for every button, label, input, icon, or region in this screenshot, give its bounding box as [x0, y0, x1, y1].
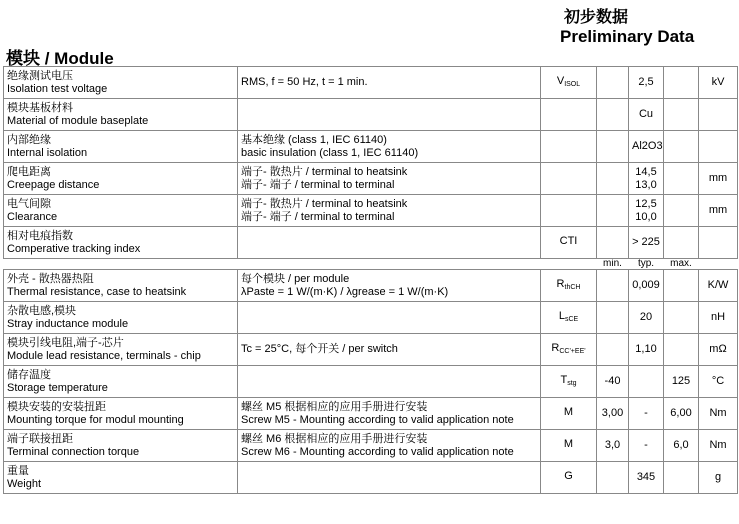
preliminary-data-label	[560, 8, 694, 46]
unit-cell	[699, 430, 738, 462]
parameter-cell	[4, 67, 238, 99]
min-cell	[597, 163, 629, 195]
typ-value: 20	[639, 311, 653, 324]
condition-cell	[238, 99, 541, 131]
parameter-name-zh: 杂散电感,模块	[7, 305, 77, 317]
parameter-name-zh: 爬电距离	[7, 166, 51, 178]
min-cell	[597, 131, 629, 163]
max-cell	[664, 462, 699, 494]
min-cell	[597, 195, 629, 227]
min-cell	[597, 334, 629, 366]
symbol-cell	[541, 334, 597, 366]
column-header-label: min.	[603, 258, 622, 269]
max-cell	[664, 398, 699, 430]
max-cell	[664, 195, 699, 227]
min-value: 3,0	[604, 439, 621, 452]
parameter-name-en: Isolation test voltage	[7, 82, 108, 95]
condition-line: 基本绝缘 (class 1, IEC 61140)	[241, 134, 387, 146]
unit-value: nH	[710, 311, 726, 324]
parameter-name-zh: 绝缘测试电压	[7, 70, 73, 82]
typ-cell	[629, 430, 664, 462]
condition-line: basic insulation (class 1, IEC 61140)	[241, 146, 419, 159]
parameter-name-zh: 模块安装的安装扭距	[7, 401, 106, 413]
symbol-cell	[541, 398, 597, 430]
parameter-cell	[4, 163, 238, 195]
unit-value: mΩ	[709, 343, 727, 356]
max-value: 6,00	[670, 407, 692, 420]
column-header-typ	[629, 259, 664, 270]
parameter-name-zh: 端子联接扭距	[7, 433, 73, 445]
parameter-name-zh: 相对电痕指数	[7, 230, 73, 242]
column-header-row	[4, 259, 738, 270]
max-cell	[664, 131, 699, 163]
symbol-cell	[541, 366, 597, 398]
parameter-name-en: Material of module baseplate	[7, 114, 149, 127]
unit-value: g	[714, 471, 722, 484]
parameter-cell	[4, 366, 238, 398]
symbol-main: R	[556, 278, 565, 291]
column-header-max	[664, 259, 699, 270]
parameter-name-zh: 模块引线电阻,端子-芯片	[7, 337, 124, 349]
parameter-name-zh: 储存温度	[7, 369, 51, 381]
parameter-cell	[4, 131, 238, 163]
unit-cell	[699, 398, 738, 430]
symbol-main: R	[551, 342, 560, 355]
min-cell	[597, 99, 629, 131]
typ-value: -	[644, 407, 648, 420]
max-value: 125	[671, 375, 691, 388]
symbol-main: T	[560, 374, 568, 387]
min-cell	[597, 366, 629, 398]
table-row	[4, 163, 738, 195]
unit-cell	[699, 302, 738, 334]
symbol-cell	[541, 227, 597, 259]
parameter-name-zh: 模块基板材料	[7, 102, 73, 114]
condition-cell	[238, 302, 541, 334]
condition-line: RMS, f = 50 Hz, t = 1 min.	[241, 76, 368, 89]
typ-cell	[629, 99, 664, 131]
symbol-main: V	[556, 75, 565, 88]
symbol-subscript: ISOL	[564, 81, 581, 89]
parameter-name-en: Storage temperature	[7, 381, 108, 394]
max-cell	[664, 366, 699, 398]
min-cell	[597, 430, 629, 462]
unit-cell	[699, 67, 738, 99]
unit-value: Nm	[709, 407, 727, 420]
table-row	[4, 334, 738, 366]
unit-value: Nm	[709, 439, 727, 452]
unit-cell	[699, 462, 738, 494]
typ-cell	[629, 366, 664, 398]
parameter-name-zh: 外壳 - 散热器热阻	[7, 273, 94, 285]
table-row	[4, 430, 738, 462]
typ-cell	[629, 131, 664, 163]
parameter-cell	[4, 99, 238, 131]
symbol-cell	[541, 195, 597, 227]
typ-value: 0,009	[632, 279, 660, 292]
parameter-name-en: Creepage distance	[7, 178, 100, 191]
condition-cell	[238, 462, 541, 494]
section-title: 模块 / Module	[6, 49, 114, 68]
typ-value: > 225	[632, 236, 660, 249]
parameter-name-en: Internal isolation	[7, 146, 88, 159]
unit-value: mm	[708, 172, 728, 185]
typ-value: 1,10	[635, 343, 657, 356]
table-row	[4, 195, 738, 227]
typ-value-2: 10,0	[635, 210, 657, 223]
parameter-name-en: Terminal connection torque	[7, 445, 140, 458]
spacer	[238, 259, 541, 270]
parameter-name-en: Mounting torque for modul mounting	[7, 413, 184, 426]
symbol-cell	[541, 67, 597, 99]
max-cell	[664, 270, 699, 302]
condition-cell	[238, 270, 541, 302]
unit-cell	[699, 131, 738, 163]
symbol-subscript: sCE	[564, 316, 579, 324]
max-cell	[664, 67, 699, 99]
max-value: 6,0	[673, 439, 689, 452]
typ-cell	[629, 334, 664, 366]
parameter-name-en: Module lead resistance, terminals - chip	[7, 349, 201, 362]
condition-line: λPaste = 1 W/(m·K) / λgrease = 1 W/(m·K)	[241, 285, 449, 298]
parameter-cell	[4, 462, 238, 494]
condition-cell	[238, 163, 541, 195]
table-row	[4, 270, 738, 302]
parameter-cell	[4, 195, 238, 227]
symbol-subscript: CC'+EE'	[559, 348, 586, 356]
typ-value: 12,5	[635, 198, 657, 210]
condition-cell	[238, 430, 541, 462]
max-cell	[664, 430, 699, 462]
spacer	[4, 259, 238, 270]
parameter-cell	[4, 430, 238, 462]
typ-cell	[629, 227, 664, 259]
symbol-subscript: thCH	[564, 284, 581, 292]
min-cell	[597, 270, 629, 302]
parameter-name-en: Clearance	[7, 210, 58, 223]
typ-value: Cu	[638, 108, 654, 121]
typ-value: 345	[636, 471, 656, 484]
module-spec-table	[3, 66, 738, 494]
parameter-name-en: Weight	[7, 477, 42, 490]
condition-line: 螺丝 M6 根据相应的应用手册进行安装	[241, 433, 428, 445]
condition-line: 端子- 散热片 / terminal to heatsink	[241, 198, 408, 210]
unit-value: kV	[711, 76, 725, 89]
column-header-label: max.	[670, 258, 692, 269]
symbol-cell	[541, 163, 597, 195]
condition-cell	[238, 334, 541, 366]
preliminary-en: Preliminary Data	[560, 27, 695, 46]
parameter-name-zh: 电气间隙	[7, 198, 51, 210]
condition-line: Tc = 25°C, 每个开关 / per switch	[241, 343, 398, 356]
unit-cell	[699, 99, 738, 131]
symbol-main: CTI	[559, 235, 578, 248]
table-row	[4, 99, 738, 131]
condition-line: 端子- 端子 / terminal to terminal	[241, 178, 395, 191]
symbol-cell	[541, 131, 597, 163]
min-cell	[597, 302, 629, 334]
min-cell	[597, 462, 629, 494]
unit-value: °C	[711, 375, 725, 388]
unit-cell	[699, 334, 738, 366]
table-row	[4, 302, 738, 334]
condition-cell	[238, 131, 541, 163]
condition-cell	[238, 67, 541, 99]
typ-cell	[629, 302, 664, 334]
max-cell	[664, 163, 699, 195]
max-cell	[664, 99, 699, 131]
parameter-name-en: Comperative tracking index	[7, 242, 141, 255]
min-cell	[597, 227, 629, 259]
unit-cell	[699, 195, 738, 227]
symbol-subscript: stg	[567, 380, 577, 388]
symbol-main: M	[563, 438, 574, 451]
condition-line: 螺丝 M5 根据相应的应用手册进行安装	[241, 401, 428, 413]
column-header-label: typ.	[637, 258, 655, 269]
unit-cell	[699, 366, 738, 398]
unit-value: K/W	[707, 279, 729, 292]
typ-value: 2,5	[638, 76, 654, 89]
unit-cell	[699, 227, 738, 259]
typ-cell	[629, 163, 664, 195]
table-row	[4, 227, 738, 259]
unit-value: mm	[708, 204, 728, 217]
min-cell	[597, 67, 629, 99]
condition-line: Screw M6 - Mounting according to valid application note	[241, 445, 514, 458]
spacer	[541, 259, 597, 270]
typ-cell	[629, 270, 664, 302]
unit-cell	[699, 163, 738, 195]
parameter-cell	[4, 227, 238, 259]
symbol-main: G	[564, 470, 573, 483]
typ-cell	[629, 462, 664, 494]
min-value: -40	[604, 375, 621, 388]
table-row	[4, 67, 738, 99]
condition-cell	[238, 195, 541, 227]
parameter-name-zh: 内部绝缘	[7, 134, 51, 146]
condition-cell	[238, 227, 541, 259]
max-cell	[664, 334, 699, 366]
typ-cell	[629, 67, 664, 99]
parameter-name-en: Thermal resistance, case to heatsink	[7, 285, 187, 298]
min-value: 3,00	[601, 407, 624, 420]
table-row	[4, 366, 738, 398]
typ-cell	[629, 195, 664, 227]
symbol-cell	[541, 270, 597, 302]
table-row	[4, 462, 738, 494]
parameter-cell	[4, 302, 238, 334]
condition-cell	[238, 398, 541, 430]
min-cell	[597, 398, 629, 430]
unit-cell	[699, 270, 738, 302]
typ-cell	[629, 398, 664, 430]
typ-value: Al2O3	[632, 140, 663, 153]
condition-line: 端子- 散热片 / terminal to heatsink	[241, 166, 408, 178]
symbol-cell	[541, 430, 597, 462]
max-cell	[664, 227, 699, 259]
parameter-cell	[4, 398, 238, 430]
parameter-cell	[4, 334, 238, 366]
typ-value: -	[644, 439, 648, 452]
table-row	[4, 131, 738, 163]
parameter-cell	[4, 270, 238, 302]
condition-cell	[238, 366, 541, 398]
column-header-min	[597, 259, 629, 270]
parameter-name-zh: 重量	[7, 465, 29, 477]
preliminary-zh: 初步数据	[564, 9, 629, 26]
symbol-cell	[541, 462, 597, 494]
condition-line: 每个模块 / per module	[241, 273, 350, 285]
table-row	[4, 398, 738, 430]
symbol-cell	[541, 99, 597, 131]
symbol-main: L	[558, 310, 565, 323]
typ-value-2: 13,0	[635, 178, 657, 191]
condition-line: Screw M5 - Mounting according to valid application note	[241, 413, 514, 426]
symbol-main: M	[563, 406, 574, 419]
max-cell	[664, 302, 699, 334]
condition-line: 端子- 端子 / terminal to terminal	[241, 210, 395, 223]
spacer	[699, 259, 738, 270]
symbol-cell	[541, 302, 597, 334]
parameter-name-en: Stray inductance module	[7, 317, 129, 330]
typ-value: 14,5	[635, 166, 657, 178]
